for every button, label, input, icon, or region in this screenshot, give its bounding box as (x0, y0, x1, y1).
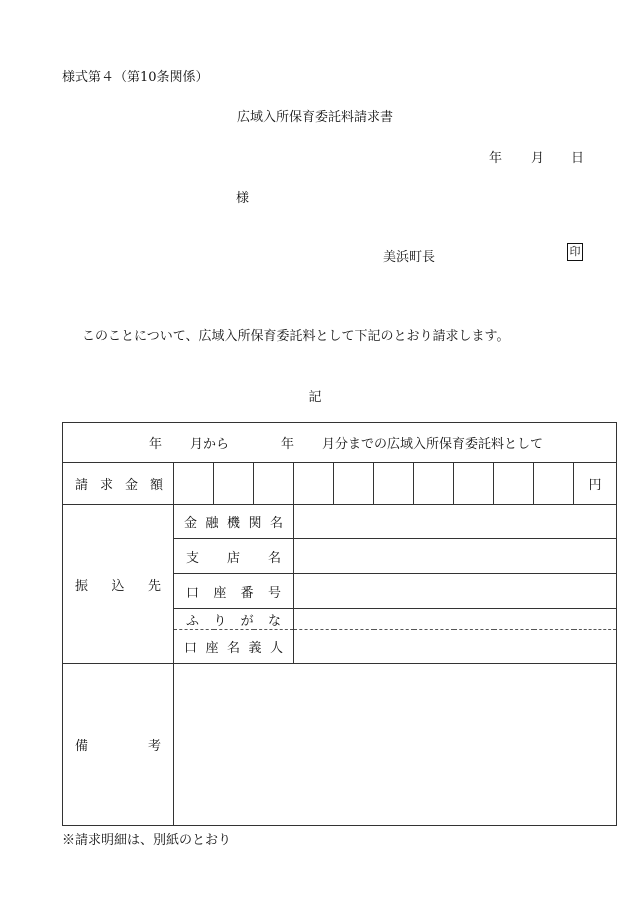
account-holder-input[interactable] (294, 630, 617, 664)
issuer-title: 美浜町長 (383, 250, 436, 265)
amount-digit[interactable] (334, 463, 374, 505)
date-month-label: 月 (531, 151, 545, 166)
furigana-label: ふ り が な (186, 613, 281, 629)
remarks-label-cell (63, 664, 174, 826)
form-number-label: 様式第４（第10条関係） (62, 70, 209, 85)
branch-label: 支 店 名 (186, 550, 281, 566)
yen-unit: 円 (574, 463, 617, 505)
bank-name-row (63, 505, 617, 539)
period-year-to: 年 (281, 437, 295, 452)
ki-heading: 記 (308, 390, 322, 405)
transfer-label: 振 込 先 (75, 578, 161, 594)
amount-digit[interactable] (294, 463, 334, 505)
bank-name-label-cell (174, 505, 294, 539)
amount-digit[interactable] (254, 463, 294, 505)
account-number-label-cell (174, 574, 294, 609)
footer-note: ※請求明細は、別紙のとおり (62, 833, 232, 848)
amount-row (63, 463, 617, 505)
addressee-suffix: 様 (236, 191, 250, 206)
period-cell (63, 423, 617, 463)
amount-digit[interactable] (214, 463, 254, 505)
account-number-input[interactable] (294, 574, 617, 609)
date-year-label: 年 (489, 151, 503, 166)
furigana-label-cell (174, 609, 294, 630)
amount-digit[interactable] (494, 463, 534, 505)
amount-digit[interactable] (454, 463, 494, 505)
period-month-to: 月分までの広域入所保育委託料として (322, 437, 544, 452)
account-holder-label: 口 座 名 義 人 (184, 641, 283, 656)
branch-input[interactable] (294, 539, 617, 574)
amount-label: 請 求 金 額 (75, 478, 163, 493)
amount-digit[interactable] (534, 463, 574, 505)
billing-form-table (62, 422, 617, 826)
request-statement: このことについて、広域入所保育委託料として下記のとおり請求します。 (82, 329, 510, 344)
document-title: 広域入所保育委託料請求書 (236, 110, 393, 125)
date-day-label: 日 (571, 151, 585, 166)
period-month-from: 月から (190, 437, 230, 452)
account-holder-label-cell (174, 630, 294, 664)
account-number-label: 口 座 番 号 (186, 585, 281, 601)
amount-digit[interactable] (174, 463, 214, 505)
amount-digit[interactable] (374, 463, 414, 505)
period-row (63, 423, 617, 463)
amount-digit[interactable] (414, 463, 454, 505)
transfer-label-cell (63, 505, 174, 664)
amount-label-cell (63, 463, 174, 505)
bank-name-label: 金 融 機 関 名 (184, 516, 283, 531)
bank-name-input[interactable] (294, 505, 617, 539)
seal-mark: 印 (567, 243, 583, 261)
branch-label-cell (174, 539, 294, 574)
furigana-input[interactable] (294, 609, 617, 630)
remarks-row (63, 664, 617, 826)
remarks-input[interactable] (174, 664, 617, 826)
remarks-label: 備 考 (75, 739, 161, 754)
period-year-from: 年 (149, 437, 163, 452)
